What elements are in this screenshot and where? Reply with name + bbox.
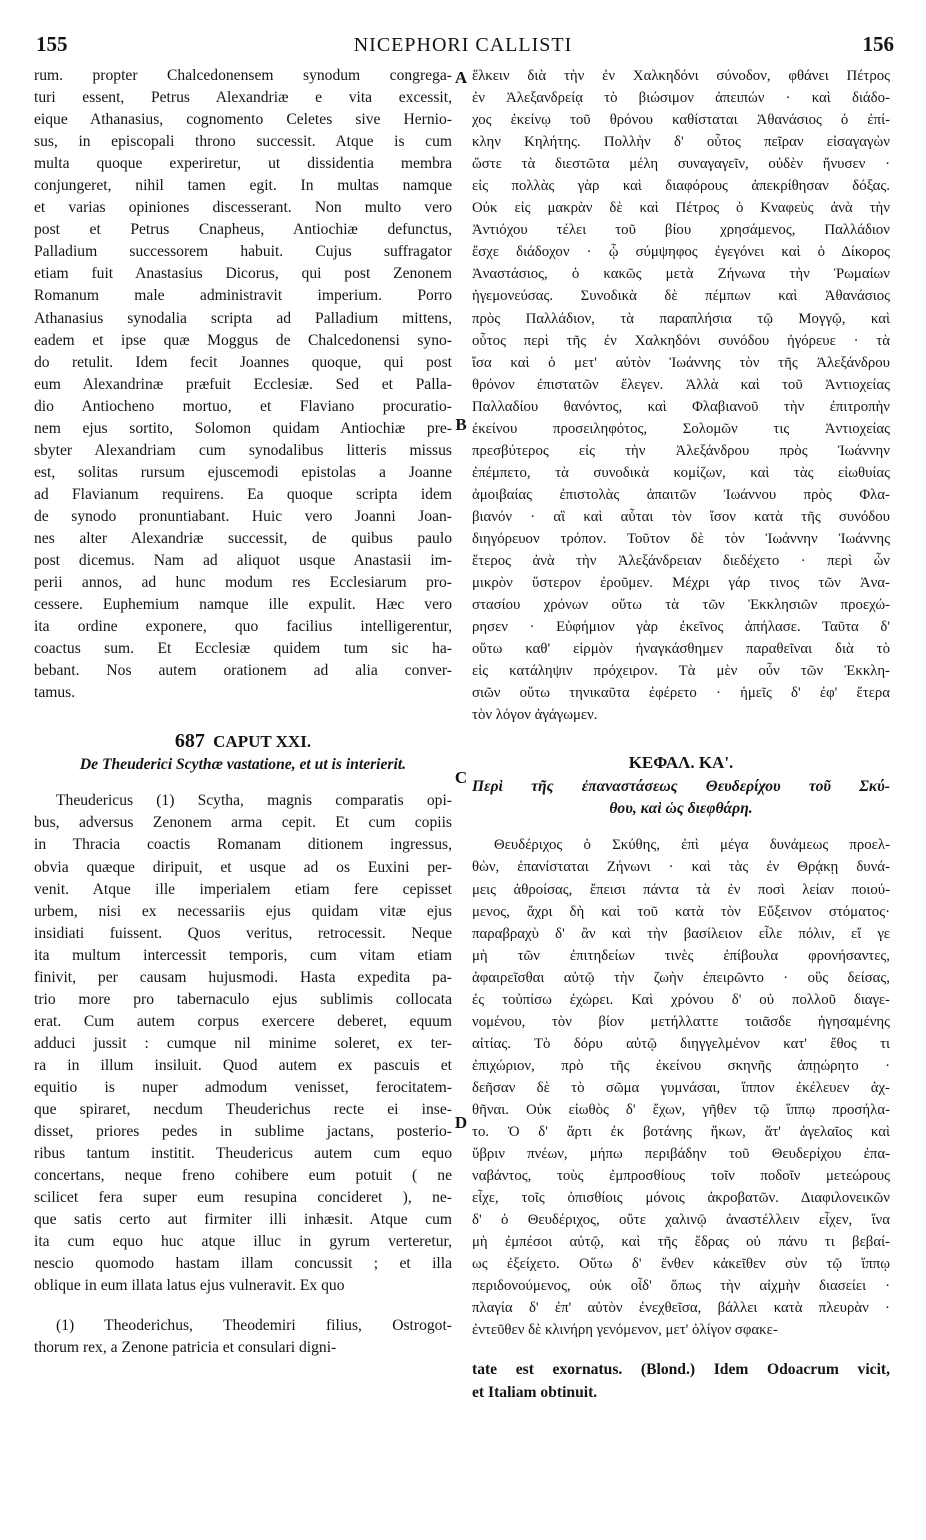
text-line: ἐς τοὐπίσω ἐχώρει. Καὶ χρόνου δ' οὐ πολλοῦ διαγε-: [472, 991, 890, 1008]
text-line: Θευδέριχος ὁ Σκύθης, ἐπὶ μέγα δυνάμεως προελ-: [494, 837, 890, 854]
text-line: ὥστε τὰ διεστῶτα μέλη συναγαγεῖν, οὐδὲν ἤνυσεν ·: [472, 156, 890, 173]
text-line: πρεσβύτερος εἰς τὴν Ἀλεξάνδρου πρὸς Ἰωάννην: [472, 442, 890, 459]
greek-footnote: [472, 1359, 890, 1403]
text-line: disset, priores pedes in sublime jactans, posterio-: [34, 1123, 452, 1141]
text-line: que spiraret, necdum Theuderichus recte ei inse-: [34, 1101, 452, 1119]
text-line: ἐν Ἀλεξανδρείᾳ τὸ βιώσιμον ἀπειπών · καὶ διάδο-: [472, 90, 890, 107]
text-line: ἕτερος ἀνὰ τὴν Ἀλεξάνδρειαν διεδέχετο · περὶ ὧν: [472, 553, 890, 570]
text-line: σιῶν οὕτω τηνικαῦτα ἐφέρετο · ἡμεῖς δ' ἐφ' ἕτερα: [472, 685, 890, 702]
latin-body-text: [34, 790, 452, 1297]
text-line: tamus.: [34, 684, 76, 702]
margin-marker-c: C: [454, 768, 468, 787]
text-line: μὴ ἐμπέσοι αὐτῷ, καὶ τῆς ἕδρας οὐ πάνυ τι βεβαί-: [472, 1234, 890, 1251]
text-line: Ἀντιόχου τέλει τοῦ βίου χρησάμενος, Παλλάδιον: [472, 222, 890, 239]
text-line: nescio quomodo hastam illam concussit ; et illa: [34, 1255, 452, 1273]
margin-marker-d: D: [454, 1113, 468, 1132]
text-line: ναβάντος, τοὺς ἐμπροσθίους τοῖν ποδοῖν μετεώρους: [472, 1168, 890, 1185]
text-line: oblique in eum illata latus ejus vulneravit. Ex quo: [34, 1277, 345, 1295]
page-header: [30, 32, 896, 64]
text-line: eique Athanasius, cognomento Celetes sive Hernio-: [34, 111, 452, 129]
text-line: θρόνον ἐπιστατῶν ἔλεγεν. Ἀλλὰ καὶ τοῦ Ἀντιοχείας: [472, 376, 890, 393]
text-line: finivit, per causam hujusmodi. Hasta expedita pa-: [34, 968, 452, 986]
text-line: ra in illum insiluit. Quod autem ex pascuis et: [34, 1056, 452, 1074]
text-line: que satis certo aut firmiter illi inhæsit. Atque cum: [34, 1211, 452, 1229]
text-line: nes alter Alexandriæ successit, de quibus paulo: [34, 529, 452, 547]
text-line: post et Petrus Cnapheus, Antiochiæ defunctus,: [34, 221, 452, 239]
text-line: ἀφαιρεῖσθαι αὐτῷ τὴν ζωὴν ἐπειρῶντο · οὓς δείσας,: [472, 969, 890, 986]
running-head: NICEPHORI CALLISTI: [353, 34, 573, 56]
text-line: Romanum male administravit imperium. Porro: [34, 287, 452, 305]
text-line: insidiati fuissent. Quos veritus, retrocessit. Neque: [34, 924, 452, 942]
text-line: adduci jussit : cumque nil minime soleret, ex ter-: [34, 1034, 452, 1052]
text-line: bebant. Nos autem orationem ad alia conver-: [34, 662, 452, 680]
text-line: est, solitas rursum ejuscemodi epistolas a Joanne: [34, 463, 452, 481]
text-line: conjungeret, nihil tamen egit. In multas namque: [34, 177, 452, 195]
text-line: eadem et ipse quæ Moggus de Chalcedonensi syno-: [34, 331, 452, 349]
text-line: ρησεν · Εὐφήμιον γὰρ ἐκεῖνος ἀπήλασε. Ταῦτα δ': [472, 619, 890, 636]
text-line: στασίου χρόνων οὕτω τὰ τῶν Ἐκκλησιῶν προεχώ-: [472, 597, 890, 614]
text-line: Athanasius synodalia scripta ad Palladium mittens,: [34, 309, 452, 327]
text-line: nem ejus sortito, Solomon quidam Antiochiæ pre-: [34, 419, 452, 437]
text-line: etiam fuit Anastasius Dicorus, qui post Zenonem: [34, 265, 452, 283]
text-line: dio Antiocheno mortuo, et Flaviano procuratio-: [34, 397, 452, 415]
text-line: μεις ἀθροίσας, ἔπεισι πάντα τὰ ἐν ποσὶ λείαν ποιού-: [472, 881, 890, 898]
greek-body-text: [472, 834, 890, 1341]
text-line: Theudericus (1) Scytha, magnis comparatis opi-: [56, 792, 452, 810]
latin-chapter-subtitle: De Theuderici Scythæ vastatione, et ut is interierit.: [79, 756, 407, 774]
page-number-right: 156: [862, 32, 894, 56]
text-line: in Thracia coactis Romanam ditionem ingressus,: [34, 836, 452, 854]
text-line: ἡγεμονεύσας. Συνοδικὰ δὲ πέμπων καὶ Ἀθανάσιος: [472, 288, 890, 305]
text-line: ribus tantum institit. Theudericus autem cum equo: [34, 1145, 452, 1163]
text-line: εἰς κατάληψιν πρόχειρον. Τὰ μὲν οὖν τῶν Ἐκκλη-: [472, 663, 890, 680]
subtitle-line: θου, καὶ ὡς διεφθάρη.: [609, 800, 753, 818]
text-line: turi essent, Petrus Alexandriæ e vita excessit,: [34, 89, 452, 107]
latin-top-text: [34, 65, 452, 704]
text-line: το. Ὁ δ' ἄρτι ἐκ βοτάνης ἥκων, ἅτ' ἀγελαῖος καὶ: [472, 1124, 890, 1141]
text-line: erat. Cum autem corpus exercere deberet, equum: [34, 1012, 452, 1030]
text-line: νομένου, τὸν βίον μετήλλαττε τοιᾶσδε ἡγησαμένης: [472, 1013, 890, 1030]
text-line: αἰτίας. Τὸ δόρυ αὐτῷ διηγγελμένον κατ' ἔθος τι: [472, 1035, 890, 1052]
text-line: εἰς πολλὰς γὰρ καὶ διαφόρους ἀπεκρίθησαν δόξας.: [472, 178, 890, 195]
text-line: βιανόν · αἳ καὶ αὗται τὸν ἴσον κατὰ τῆς συνόδου: [472, 508, 890, 525]
text-line: concertans, neque freno cohibere eum potuit ( ne: [34, 1167, 452, 1185]
text-line: περιδονούμενος, οὐκ οἶδ' ὅπως τὴν αἰχμὴν διασείει ·: [472, 1278, 890, 1295]
text-line: δεῆσαν δὲ τὸ σῶμα γυμνάσαι, ἵππον ἐκέλευεν ἀχ-: [472, 1079, 890, 1096]
text-line: obvia quæque diripuit, et usque ad os Euxini per-: [34, 858, 452, 876]
text-line: cessere. Euphemium namque ille expulit. Hæc vero: [34, 596, 452, 614]
text-line: πλαγία δ' ἐπ' αὐτὸν ἐνεχθεῖσα, βάλλει κατὰ πλευρὰν ·: [472, 1300, 890, 1317]
text-line: ἴσα καὶ ὁ μετ' αὐτὸν Ἰωάννης τὸν τῆς Ἀλεξάνδρου: [472, 354, 890, 371]
greek-top-text: [472, 65, 890, 726]
text-line: ἐπέμπετο, τὰ συνοδικὰ κομίζων, καὶ τὰς εἰωθυίας: [472, 464, 890, 481]
section-number: 687: [174, 730, 205, 753]
text-line: scilicet fera super eum resupina concideret ), ne-: [34, 1189, 452, 1207]
text-line: ἐντεῦθεν δὲ κλινήρη γενόμενον, μετ' ὀλίγον σφακε-: [472, 1322, 778, 1339]
footnote-line: thorum rex, a Zenone patricia et consulari digni-: [34, 1339, 337, 1357]
greek-column: [472, 65, 890, 1505]
text-line: δ' ὁ Θευδέριχος, οὔτε χαλινῷ ἀναστέλλειν εἶχεν, ἵνα: [472, 1212, 890, 1229]
text-line: ἔσχε διάδοχον · ᾧ σύμψηφος ἐγεγόνει καὶ ὁ Δίκορος: [472, 244, 890, 261]
text-line: μενος, ἄχρι δὴ καὶ τοῦ κατὰ τὸν Εὔξεινον στόματος·: [472, 903, 890, 920]
text-line: sbyter Alexandriam cum synodalibus litteris missus: [34, 441, 452, 459]
text-line: ad Flavianum requirens. Ea quoque scripta idem: [34, 485, 452, 503]
text-line: παραβραχὺ δ' ἂν καὶ τὴν βασίλειον εἷλε πόλιν, εἴ γε: [472, 925, 890, 942]
margin-marker-b: B: [455, 415, 467, 434]
text-line: ἕλκειν διὰ τὴν ἐν Χαλκηδόνι σύνοδον, φθάνει Πέτρος: [472, 68, 890, 84]
text-line: οὕτω καθ' εἱρμὸν ἠναγκάσθημεν παραθεῖναι διὰ τὸ: [472, 641, 890, 658]
footnote-line: et Italiam obtinuit.: [472, 1383, 598, 1401]
text-line: θῆναι. Οὐκ εἰωθὸς δ' ἔχων, γῆθεν τῷ ἵππῳ προσήλα-: [472, 1101, 890, 1118]
text-line: οὗτος περὶ τῆς ἐν Χαλκηδόνι συνόδου ἠγόρευε · τὰ: [472, 332, 890, 349]
text-line: χος ἐκείνῳ τοῦ θρόνου καθίσταται Ἀθανάσιος ὁ ἐπί-: [472, 112, 890, 129]
text-line: de synodo pronuntiabant. Huic vero Joanni Joan-: [34, 507, 452, 525]
text-line: ἀμοιβαίας ἐπιστολὰς ἀπαιτῶν Ἰωάννου πρὸς Φλα-: [472, 486, 890, 503]
text-line: venit. Atque ille imperialem etiam fere cepisset: [34, 880, 452, 898]
text-line: do retulit. Idem fecit Joannes quoque, qui post: [34, 353, 452, 371]
margin-marker-a: A: [454, 68, 468, 87]
text-line: Ἀναστάσιος, ὁ κακῶς μετὰ Ζήνωνα τὴν Ῥωμαίων: [472, 266, 890, 283]
text-line: Οὐκ εἰς μακρὰν δὲ καὶ Πέτρος ὁ Κναφεὺς ἀνὰ τὴν: [472, 200, 890, 217]
text-line: κλην Κηλήτης. Πολλὴν δ' οὗτος πεῖραν εἰσαγαγὼν: [472, 134, 890, 151]
text-line: et varias opiniones discesserant. Non multo vero: [34, 199, 452, 217]
text-line: ita multum intercessit temporis, cum vitam etiam: [34, 946, 452, 964]
text-line: ως ἐξείχετο. Οὕτω δ' ἔνθεν κἀκεῖθεν σὺν τῷ ἵππῳ: [472, 1256, 890, 1273]
text-line: sus, in episcopali throno successit. Atque is cum: [34, 133, 452, 151]
text-line: εἶχε, τοῖς ὀπισθίοις μόνοις ἀκροβατῶν. Διαφιλονεικῶν: [472, 1190, 890, 1207]
text-line: post dicemus. Nam ad aliquot usque Anastasii im-: [34, 552, 452, 570]
text-line: διηγόρευον τρόπον. Τοῦτον δὲ τὸν Ἰωάννην Ἰωάννης: [472, 530, 890, 547]
text-line: Palladium successorem habuit. Cujus suffragator: [34, 243, 452, 261]
footnote-line: tate est exornatus. (Blond.) Idem Odoacrum vicit,: [472, 1361, 890, 1379]
latin-section-heading: [34, 728, 452, 754]
text-line: θὼν, ἐπανίσταται Ζήνωνι · καὶ τὰς ἐν Θρᾴκῃ δυνά-: [472, 859, 890, 876]
page-number-left: 155: [36, 32, 68, 56]
text-line: equitio is nuper admodum venisset, ferocitatem-: [34, 1078, 452, 1096]
text-line: τὸν λόγον ἀγάγωμεν.: [472, 707, 598, 724]
latin-chapter-title: CAPUT XXI.: [213, 732, 312, 752]
text-line: urbem, nisi ex necessariis ejus quidam vitæ ejus: [34, 902, 452, 920]
greek-chapter-title: ΚΕΦΑΛ. ΚΑ'.: [628, 753, 734, 773]
text-line: trio more pro tabernaculo ejus sublimis collocata: [34, 990, 452, 1008]
text-line: Παλλαδίου θανόντος, καὶ Φλαβιανοῦ τὴν ἐπιτροπὴν: [472, 398, 890, 415]
text-line: πρὸς Παλλάδιον, τὰ παραπλήσια τῷ Μογγῷ, καὶ: [472, 310, 890, 327]
text-line: ἐπιχώριον, πρὸ τῆς ἐκείνου σκηνῆς ἀπῃώρητο ·: [472, 1057, 890, 1074]
text-line: coactus sum. Et Ecclesiæ quidem tum sic ha-: [34, 640, 452, 658]
text-line: ἐκείνου προσειληφότος, Σολομῶν τις Ἀντιοχείας: [472, 420, 890, 437]
text-line: ita ordine exponere, quo facilius intelligerentur,: [34, 618, 452, 636]
text-line: perii annos, ad hunc modum res Ecclesiarum pro-: [34, 574, 452, 592]
text-line: bus, adversus Zenonem arma cepit. Et cum copiis: [34, 814, 452, 832]
text-line: eum Alexandrinæ præfuit Ecclesiæ. Sed et Palla-: [34, 375, 452, 393]
latin-footnote: [34, 1315, 452, 1359]
text-line: μὴ τῶν ἐπιτηδείων τινὲς ἐπίβουλα φρονήσαντες,: [472, 947, 890, 964]
greek-chapter-subtitle: [472, 776, 890, 820]
text-line: rum. propter Chalcedonensem synodum congrega-: [34, 67, 452, 84]
latin-column: [34, 65, 452, 1505]
text-line: μικρὸν ὕστερον ἐροῦμεν. Μέχρι γάρ τινος τῶν Ἀνα-: [472, 575, 890, 592]
text-line: multa quoque experiretur, ut dissidentia membra: [34, 155, 452, 173]
subtitle-line: Περὶ τῆς ἐπαναστάσεως Θευδερίχου τοῦ Σκύ-: [472, 778, 890, 796]
text-line: ὕβριν πνέων, μήπω περιβάδην τοῦ Θευδερίχου ἐπα-: [472, 1146, 890, 1163]
text-line: ita cum equo huc atque illuc in gyrum verteretur,: [34, 1233, 452, 1251]
footnote-line: (1) Theoderichus, Theodemiri filius, Ostrogot-: [56, 1317, 452, 1335]
